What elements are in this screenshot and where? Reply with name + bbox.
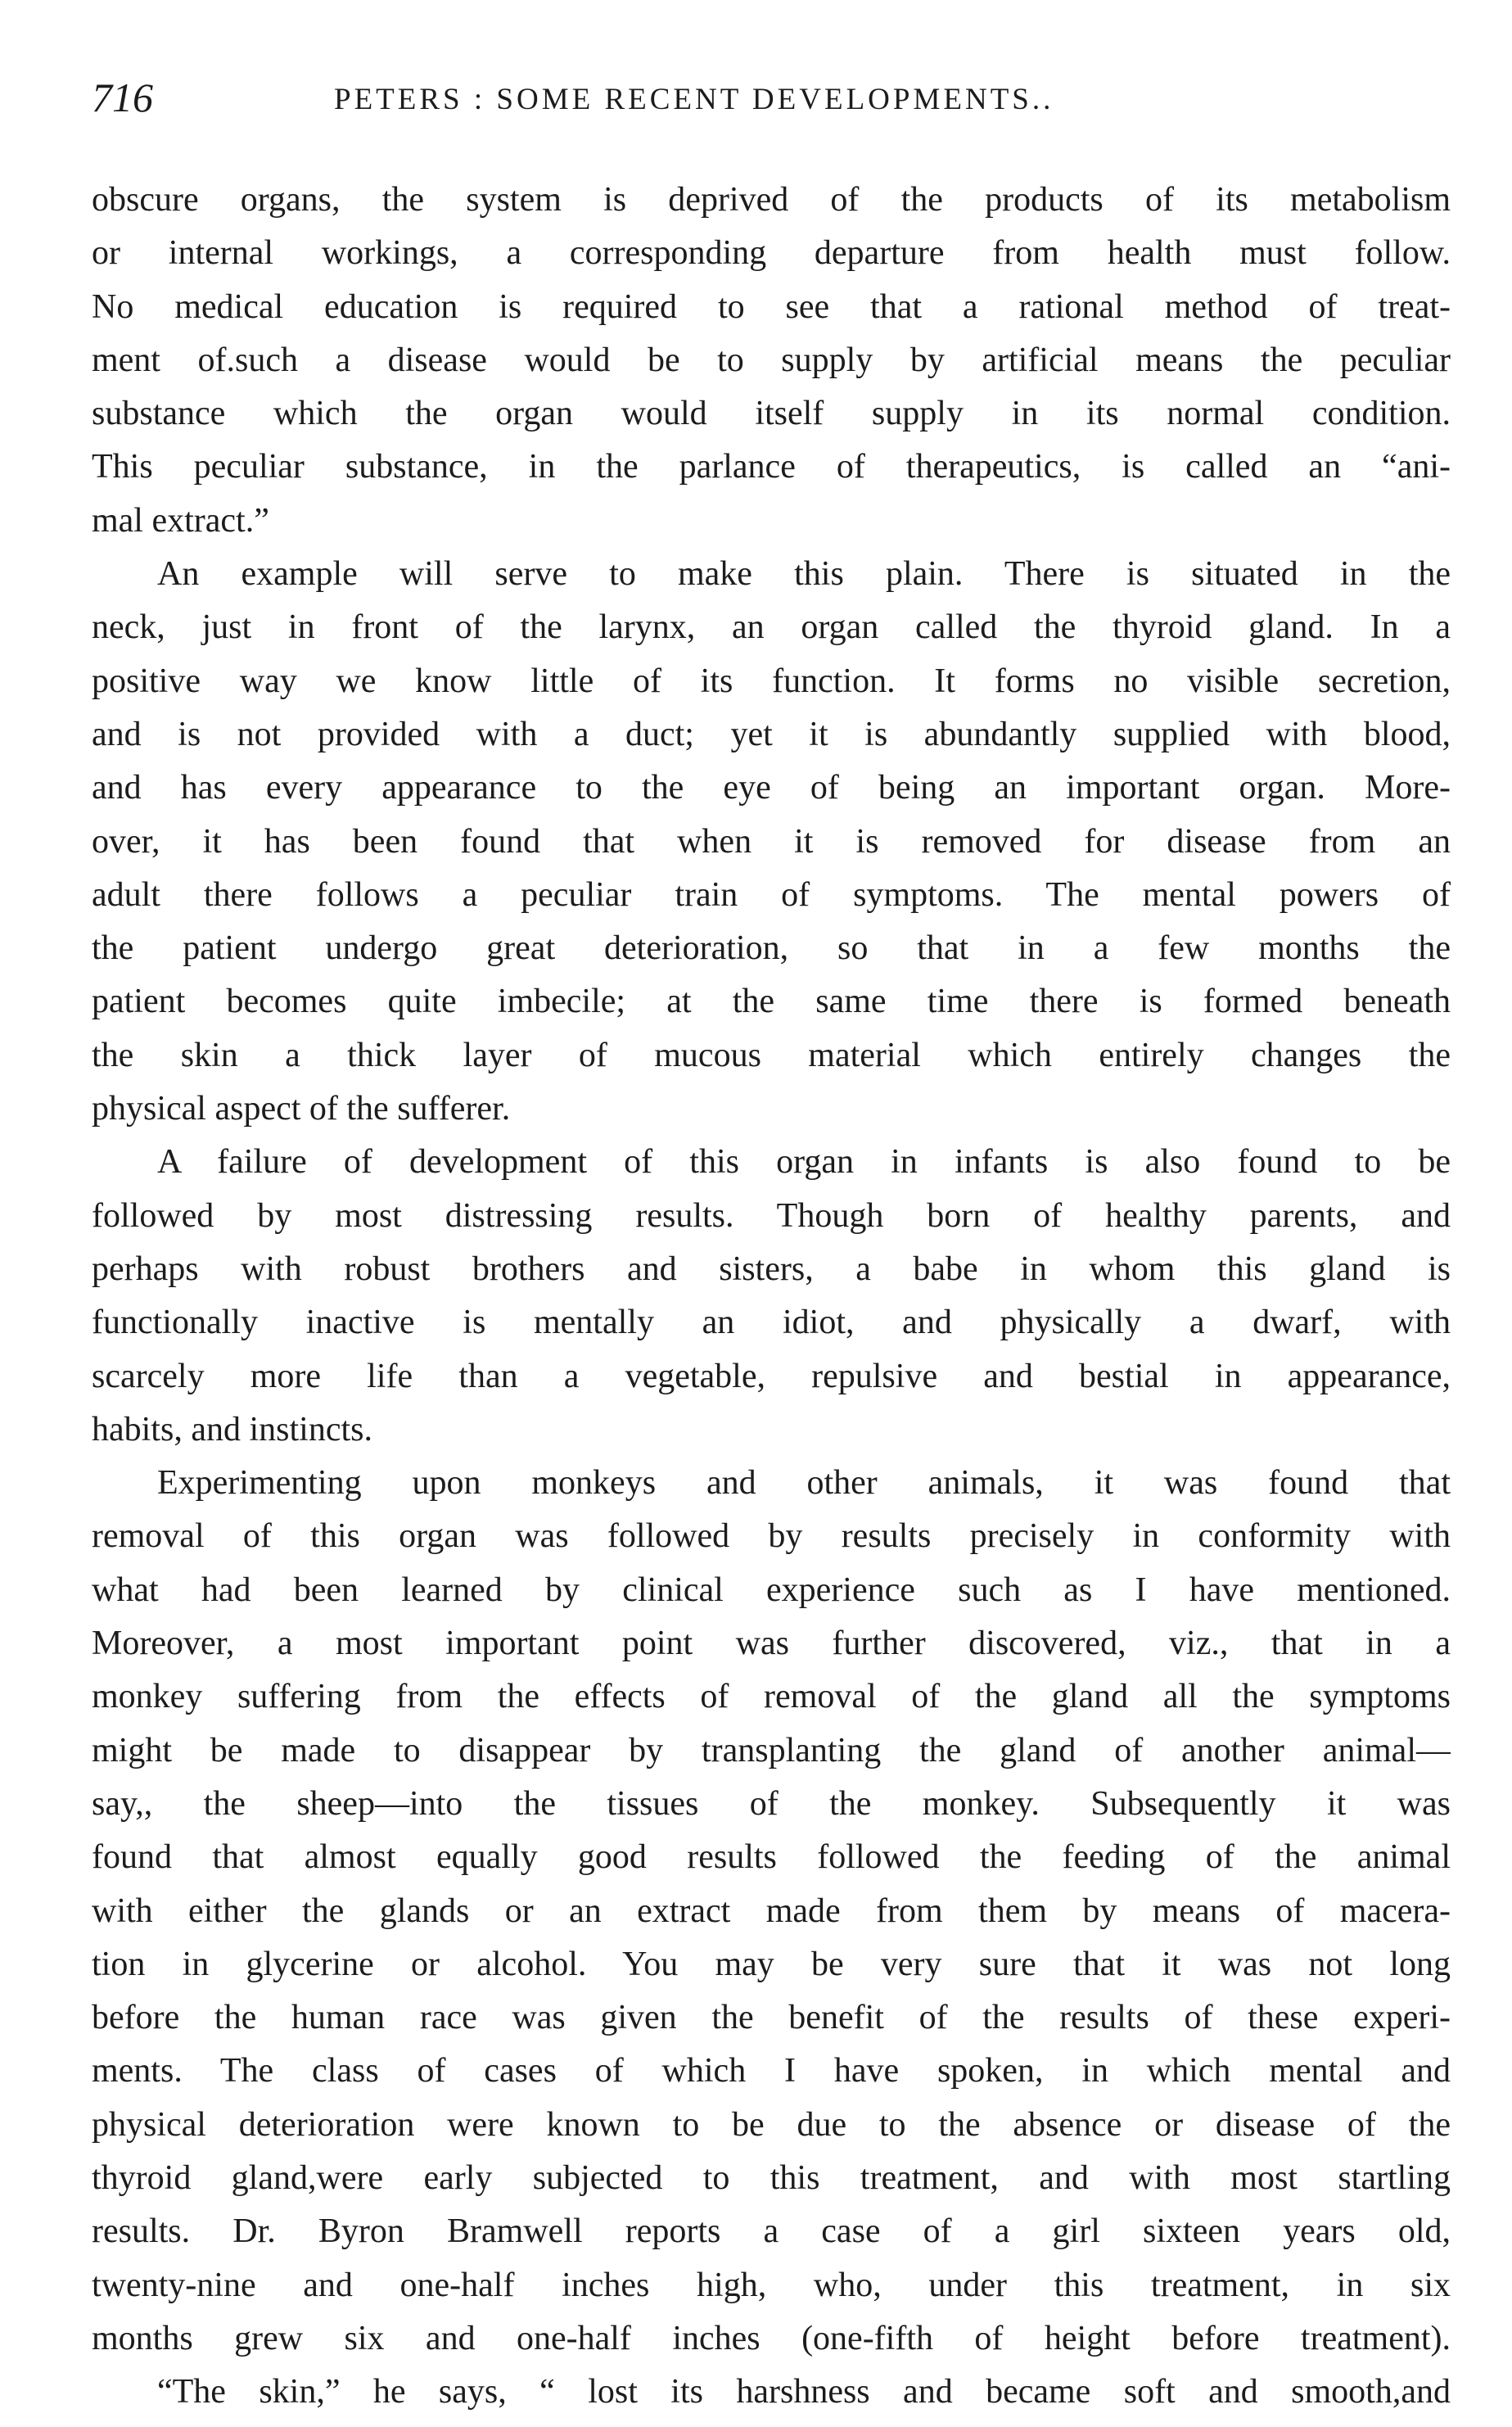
text-line: No medical education is required to see that a rational method of treat- (92, 287, 1451, 326)
text-line: before the human race was given the benefit of the results of these experi- (92, 1999, 1451, 2037)
text-line: or internal workings, a corresponding departure from health must follow. (92, 234, 1451, 273)
text-line: found that almost equally good results followed the feeding of the animal (92, 1838, 1451, 1877)
book-page (92, 0, 1451, 2427)
text-line: patient becomes quite imbecile; at the same time there is formed beneath (92, 983, 1451, 1021)
text-line: Moreover, a most important point was further discovered, viz., that in a (92, 1625, 1451, 1663)
text-line: physical deterioration were known to be due to the absence or disease of the (92, 2105, 1451, 2144)
text-line: months grew six and one-half inches (one-fifth of height before treatment). (92, 2319, 1451, 2357)
text-line: say,, the sheep—into the tissues of the monkey. Subsequently it was (92, 1784, 1451, 1823)
text-line: positive way we know little of its function. It forms no visible secretion, (92, 662, 1451, 700)
text-line: ments. The class of cases of which I have spoken, in which mental and (92, 2052, 1451, 2090)
text-line: functionally inactive is mentally an idiot, and physically a dwarf, with (92, 1304, 1451, 1342)
text-line: adult there follows a peculiar train of symptoms. The mental powers of (92, 875, 1451, 914)
text-line: mal extract.” (92, 501, 269, 540)
text-line: habits, and instincts. (92, 1410, 372, 1449)
text-line: tion in glycerine or alcohol. You may be very sure that it was not long (92, 1945, 1451, 1983)
body-text (92, 174, 1451, 2419)
text-line: and is not provided with a duct; yet it is abundantly supplied with blood, (92, 715, 1451, 753)
text-line: followed by most distressing results. Though born of healthy parents, and (92, 1196, 1451, 1235)
text-line: neck, just in front of the larynx, an organ called the thyroid gland. In a (92, 608, 1451, 647)
text-line: monkey suffering from the effects of removal of the gland all the symptoms (92, 1678, 1451, 1716)
text-line: might be made to disappear by transplanting the gland of another animal— (92, 1731, 1451, 1769)
text-line: twenty-nine and one-half inches high, who, under this treatment, in six (92, 2266, 1451, 2304)
text-line: over, it has been found that when it is removed for disease from an (92, 822, 1451, 861)
text-line: what had been learned by clinical experience such as I have mentioned. (92, 1571, 1451, 1609)
text-line: and has every appearance to the eye of being an important organ. More- (92, 769, 1451, 807)
text-line: This peculiar substance, in the parlance of therapeutics, is called an “ani- (92, 448, 1451, 486)
text-line: results. Dr. Byron Bramwell reports a case of a girl sixteen years old, (92, 2212, 1451, 2251)
text-line: ment of.such a disease would be to supply by artificial means the peculiar (92, 341, 1451, 379)
text-line: An example will serve to make this plain. There is situated in the (157, 555, 1451, 594)
running-title: PETERS : SOME RECENT DEVELOPMENTS.. (334, 83, 1054, 116)
text-line: obscure organs, the system is deprived of the products of its metabolism (92, 181, 1451, 219)
text-line: perhaps with robust brothers and sisters, a babe in whom this gland is (92, 1250, 1451, 1288)
running-head (92, 69, 1451, 126)
text-line: the skin a thick layer of mucous material which entirely changes the (92, 1036, 1451, 1074)
text-line: “The skin,” he says, “ lost its harshness and became soft and smooth,and (157, 2373, 1451, 2411)
text-line: removal of this organ was followed by results precisely in conformity with (92, 1517, 1451, 1556)
text-line: thyroid gland,were early subjected to this treatment, and with most startling (92, 2158, 1451, 2197)
page-number: 716 (92, 75, 153, 120)
text-line: Experimenting upon monkeys and other animals, it was found that (157, 1464, 1451, 1503)
text-line: physical aspect of the sufferer. (92, 1090, 511, 1128)
text-line: with either the glands or an extract made from them by means of macera- (92, 1891, 1451, 1930)
text-line: the patient undergo great deterioration, so that in a few months the (92, 929, 1451, 968)
text-line: substance which the organ would itself supply in its normal condition. (92, 395, 1451, 433)
text-line: scarcely more life than a vegetable, repulsive and bestial in appearance, (92, 1357, 1451, 1395)
text-line: A failure of development of this organ in infants is also found to be (157, 1143, 1451, 1182)
